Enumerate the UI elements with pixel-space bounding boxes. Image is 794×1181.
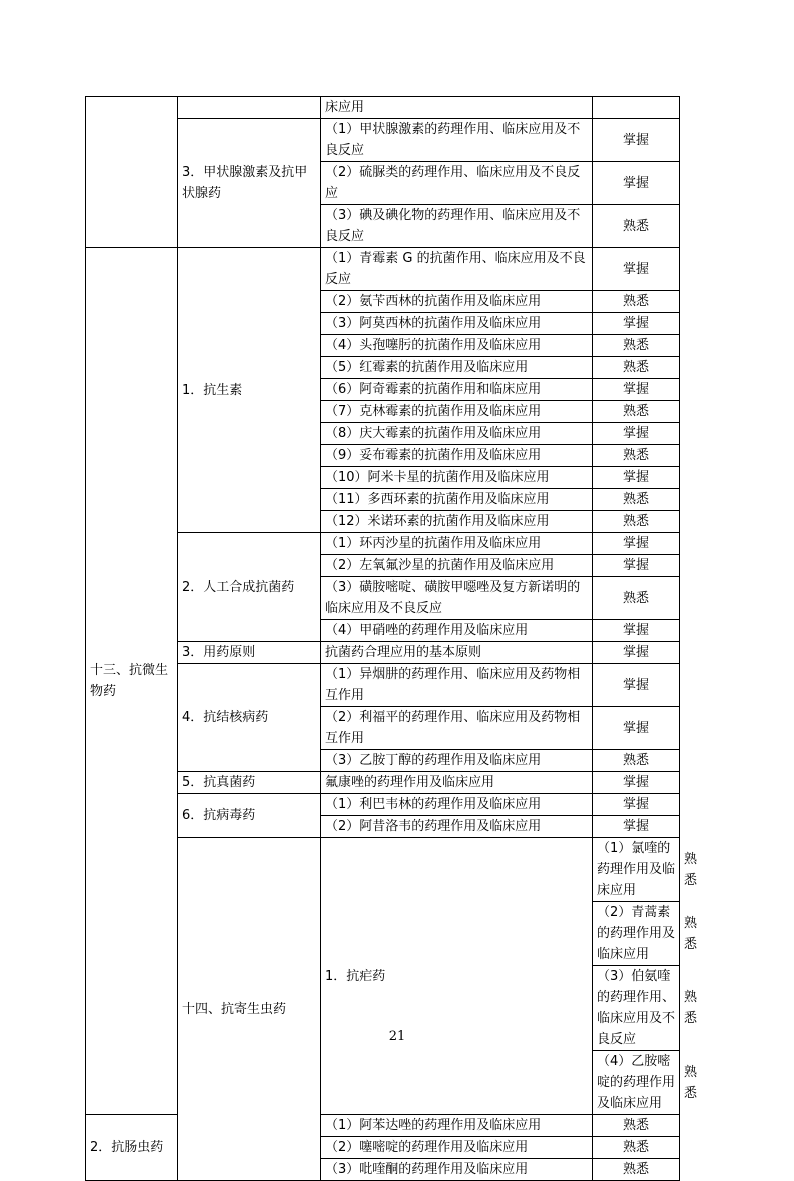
table-row: 十四、抗寄生虫药 1．抗疟药 （1）氯喹的药理作用及临床应用 熟悉: [86, 838, 680, 902]
level-cell: 掌握: [593, 642, 680, 664]
content-cell: （2）噻嘧啶的药理作用及临床应用: [321, 1137, 593, 1159]
unit-cell: 6．抗病毒药: [178, 794, 321, 838]
table-row: （3）伯氨喹的药理作用、临床应用及不良反应 熟悉: [86, 966, 680, 1051]
level-cell: 熟悉: [593, 511, 680, 533]
content-cell: （12）米诺环素的抗菌作用及临床应用: [321, 511, 593, 533]
table-row: （4）乙胺嘧啶的药理作用及临床应用 熟悉: [86, 1051, 680, 1115]
level-cell: 熟悉: [593, 401, 680, 423]
content-cell: （1）甲状腺激素的药理作用、临床应用及不良反应: [321, 119, 593, 162]
content-cell: （3）吡喹酮的药理作用及临床应用: [321, 1159, 593, 1181]
unit-cell: 1．抗疟药: [321, 838, 593, 1115]
unit-cell: 2．人工合成抗菌药: [178, 533, 321, 642]
content-cell: （2）青蒿素的药理作用及临床应用: [593, 902, 680, 966]
level-cell: 熟悉: [593, 1115, 680, 1137]
level-cell: 熟悉: [593, 357, 680, 379]
level-cell: [593, 97, 680, 119]
content-cell: （9）妥布霉素的抗菌作用及临床应用: [321, 445, 593, 467]
unit-cell: [178, 97, 321, 119]
content-cell: （4）头孢噻肟的抗菌作用及临床应用: [321, 335, 593, 357]
content-cell: 氟康唑的药理作用及临床应用: [321, 772, 593, 794]
content-cell: （8）庆大霉素的抗菌作用及临床应用: [321, 423, 593, 445]
level-cell: 熟悉: [593, 291, 680, 313]
table-row: （2）青蒿素的药理作用及临床应用 熟悉: [86, 902, 680, 966]
level-cell: 掌握: [593, 772, 680, 794]
page-number: 21: [388, 1029, 406, 1044]
level-cell: 掌握: [593, 794, 680, 816]
content-cell: （2）左氧氟沙星的抗菌作用及临床应用: [321, 555, 593, 577]
content-cell: （1）异烟肼的药理作用、临床应用及药物相互作用: [321, 664, 593, 707]
level-cell: 掌握: [593, 313, 680, 335]
level-cell: 掌握: [593, 119, 680, 162]
content-cell: （1）青霉素 G 的抗菌作用、临床应用及不良反应: [321, 248, 593, 291]
level-cell: 掌握: [593, 248, 680, 291]
level-cell: 掌握: [593, 664, 680, 707]
content-cell: （11）多西环素的抗菌作用及临床应用: [321, 489, 593, 511]
content-cell: （5）红霉素的抗菌作用及临床应用: [321, 357, 593, 379]
content-cell: （3）乙胺丁醇的药理作用及临床应用: [321, 750, 593, 772]
content-cell: （4）乙胺嘧啶的药理作用及临床应用: [593, 1051, 680, 1115]
unit-cell: 3．甲状腺激素及抗甲状腺药: [178, 119, 321, 248]
level-cell: 掌握: [593, 423, 680, 445]
level-cell: 掌握: [593, 533, 680, 555]
level-cell: 掌握: [593, 379, 680, 401]
section-cell: 十四、抗寄生虫药: [178, 838, 321, 1181]
section-cell: 十三、抗微生物药: [86, 248, 178, 1115]
content-cell: （3）伯氨喹的药理作用、临床应用及不良反应: [593, 966, 680, 1051]
content-cell: （3）阿莫西林的抗菌作用及临床应用: [321, 313, 593, 335]
content-cell: （1）阿苯达唑的药理作用及临床应用: [321, 1115, 593, 1137]
level-cell: 掌握: [593, 162, 680, 205]
content-cell: （4）甲硝唑的药理作用及临床应用: [321, 620, 593, 642]
table-row: [86, 248, 680, 291]
level-cell: 熟悉: [593, 577, 680, 620]
table-row: [86, 97, 680, 119]
content-cell: （2）阿昔洛韦的药理作用及临床应用: [321, 816, 593, 838]
content-cell: （2）氨苄西林的抗菌作用及临床应用: [321, 291, 593, 313]
level-cell: 熟悉: [593, 1137, 680, 1159]
unit-cell: 3．用药原则: [178, 642, 321, 664]
content-cell: （2）硫脲类的药理作用、临床应用及不良反应: [321, 162, 593, 205]
content-cell: （3）碘及碘化物的药理作用、临床应用及不良反应: [321, 205, 593, 248]
level-cell: 熟悉: [593, 445, 680, 467]
content-cell: 抗菌药合理应用的基本原则: [321, 642, 593, 664]
level-cell: 熟悉: [593, 750, 680, 772]
level-cell: 熟悉: [593, 489, 680, 511]
unit-cell: 5．抗真菌药: [178, 772, 321, 794]
content-cell: （7）克林霉素的抗菌作用及临床应用: [321, 401, 593, 423]
content-cell: （2）利福平的药理作用、临床应用及药物相互作用: [321, 707, 593, 750]
content-cell: （1）利巴韦林的药理作用及临床应用: [321, 794, 593, 816]
level-cell: 掌握: [593, 816, 680, 838]
content-cell: （1）环丙沙星的抗菌作用及临床应用: [321, 533, 593, 555]
level-cell: 掌握: [593, 707, 680, 750]
content-cell: 床应用: [321, 97, 593, 119]
level-cell: 掌握: [593, 620, 680, 642]
content-cell: （10）阿米卡星的抗菌作用及临床应用: [321, 467, 593, 489]
unit-cell: 4．抗结核病药: [178, 664, 321, 772]
content-cell: （3）磺胺嘧啶、磺胺甲噁唑及复方新诺明的临床应用及不良反应: [321, 577, 593, 620]
unit-cell: 1．抗生素: [178, 248, 321, 533]
level-cell: 熟悉: [593, 1159, 680, 1181]
content-cell: （6）阿奇霉素的抗菌作用和临床应用: [321, 379, 593, 401]
section-cell: [86, 97, 178, 248]
level-cell: 熟悉: [593, 335, 680, 357]
level-cell: 掌握: [593, 555, 680, 577]
table-row: [86, 1115, 680, 1137]
syllabus-table: [85, 96, 698, 1181]
unit-cell: 2．抗肠虫药: [86, 1115, 178, 1181]
level-cell: 掌握: [593, 467, 680, 489]
content-cell: （1）氯喹的药理作用及临床应用: [593, 838, 680, 902]
level-cell: 熟悉: [593, 205, 680, 248]
